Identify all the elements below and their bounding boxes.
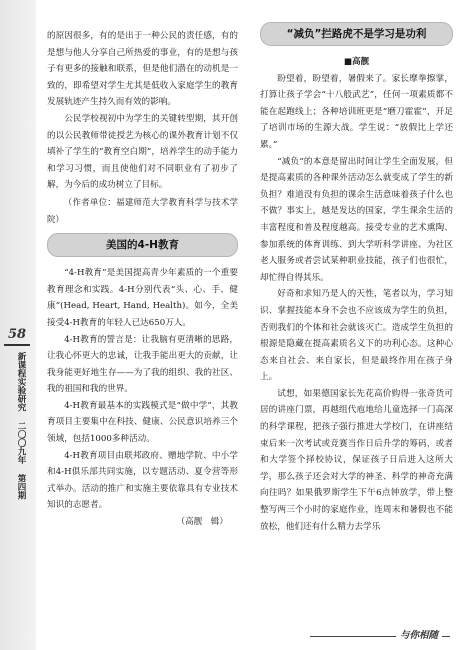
paragraph: 的原因很多，有的是出于一种公民的责任感，有的是想与他人分享自己所热爱的事业，有的是想与孩子有更多的接触和联系，但是他们潜在的动机是一致的，即希望对学生尤其是低收入家庭学生的教育发展轨迹产生持久而有效的影响。 bbox=[47, 31, 238, 108]
paragraph: 4-H教育最基本的实践模式是“做中学”，其教育项目主要集中在科技、健康、公民意识培养三个领域，包括1000多种活动。 bbox=[47, 400, 238, 445]
page-number: 58 bbox=[4, 324, 30, 346]
article-author: ■高靓 bbox=[343, 57, 370, 67]
paragraph: “4-H教育”是美国提高青少年素质的一个重要教育理念和实践。4-H分别代表“头、心、手、健康”(Head, Heart, Hand, Health)。如今，全美接受4-H教育的年轻人已达650万人。 bbox=[47, 268, 238, 328]
editor-credit: （高靓 辑） bbox=[176, 517, 228, 528]
author-affiliation: （作者单位：福建师范大学教育科学与技术学院） bbox=[47, 196, 238, 224]
paragraph: “减负”的本意是留出时间让学生全面发展，但是提高素质的各种课外活动怎么就变成了学生的新负担？难道没有负担的课余生活意味着孩子什么也不做？事实上，越是发达的国家，学生课余生活的丰富程度和普及程度越高。接受专业的艺术熏陶、参加系统的体育训练、到大学听科学讲座、为社区老人服务或者尝试某种职业技能，孩子们也很忙，却忙得自得其乐。 bbox=[260, 156, 453, 283]
paragraph: 4-H教育的誓言是：让我脑有更清晰的思路，让我心怀更大的忠诚，让我手能出更大的贡献，让我身能更好地生存——为了我的组织、我的社区、我的祖国和我的世界。 bbox=[47, 334, 238, 395]
left-column bbox=[47, 28, 238, 531]
paragraph: 盼望着，盼望着，暑假来了。家长摩拳擦掌，打算让孩子学会“十八般武艺”，任何一项素质都不能在起跑线上；各种培训班更是“磨刀霍霍”，开足了培训市场的生源大战。学生说：“放假比上学还累。” bbox=[260, 73, 453, 150]
right-column bbox=[260, 16, 453, 535]
paragraph: 好奇和求知乃是人的天性，笔者以为，学习知识、掌握技能本身不会也不应该成为学生的负担，否则我们的个体和社会就该灭亡。造成学生负担的根源是隐藏在提高素质名义下的功利心态。这种心态来自社会、来自家长，但是最终作用在孩子身上。 bbox=[260, 289, 453, 383]
section-title-4h: 美国的4-H教育 bbox=[47, 233, 238, 257]
paragraph: 试想，如果德国家长先花高价购得一张奇货可居的讲座门票，再越组代庖地给儿童选择一门高深的科学课程，把孩子强行推进大学校门，在讲座结束后来一次考试或竞赛当作日后升学的筹码，或者和大学签个择校协议，保证孩子日后进入这所大学，那么孩子还会对大学的神圣、科学的神奇充满向往吗？如果俄罗斯学生下午6点钟放学，带上整整写两三个小时的家庭作业，连周末和暑假也不能放松，他们还有什么精力去学乐 bbox=[260, 388, 453, 532]
footer-label: 与你相随 bbox=[396, 627, 442, 641]
margin-band bbox=[0, 0, 36, 650]
paragraph: 公民学校视初中为学生的关键转型期，其开创的以公民教师带徒授艺为核心的课外教育计划不仅填补了学生的“教育空白期”，培养学生的动手能力和学习习惯，而且使他们对不同职业有了初步了解，为今后的成功树立了目标。 bbox=[47, 113, 238, 191]
journal-title: 新课程实验研究 二〇〇九年 第四期 bbox=[16, 352, 26, 500]
footer-rule bbox=[310, 630, 450, 649]
paragraph: 4-H教育项目由联邦政府、赠地学院、中小学和4-H俱乐部共同实施，以专题活动、夏令营等形式举办。活动的推广和实施主要依靠具有专业技术知识的志愿者。 bbox=[47, 450, 238, 511]
article-title: “减负”拦路虎不是学习是功利 bbox=[260, 22, 453, 46]
